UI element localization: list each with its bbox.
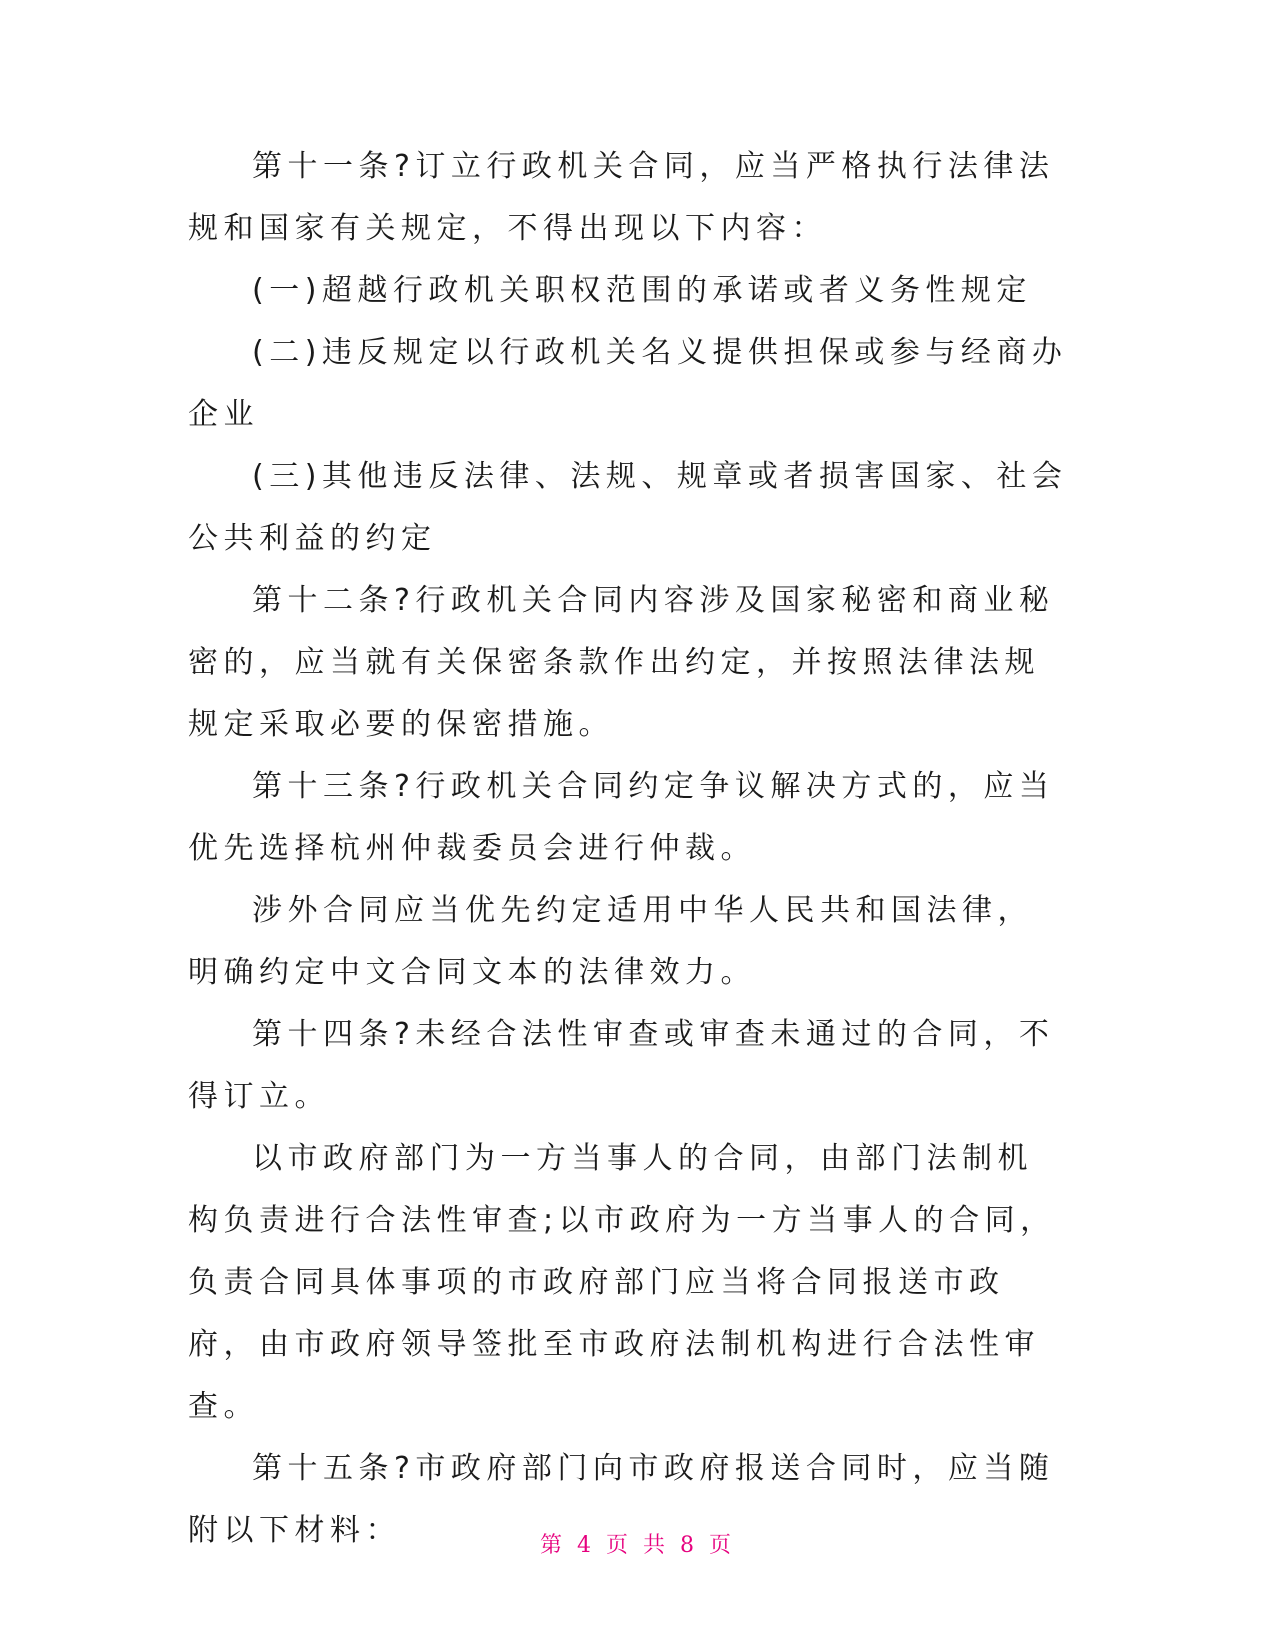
paragraph-article-13: 第十三条?行政机关合同约定争议解决方式的，应当优先选择杭州仲裁委员会进行仲裁。 (188, 769, 1055, 866)
paragraph-item-3: (三)其他违反法律、法规、规章或者损害国家、社会公共利益的约定 (188, 459, 1068, 556)
paragraph-article-14: 第十四条?未经合法性审查或审查未通过的合同，不得订立。 (188, 1017, 1055, 1114)
paragraph-article-11: 第十一条?订立行政机关合同，应当严格执行法律法规和国家有关规定，不得出现以下内容： (188, 149, 1055, 246)
page-number-footer (0, 1528, 1275, 1559)
paragraph-item-1: (一)超越行政机关职权范围的承诺或者义务性规定 (252, 273, 1032, 308)
paragraph-foreign-contract: 涉外合同应当优先约定适用中华人民共和国法律，明确约定中文合同文本的法律效力。 (188, 893, 1033, 990)
paragraph-review-responsibility: 以市政府部门为一方当事人的合同，由部门法制机构负责进行合法性审查;以市政府为一方当事人的合同，负责合同具体事项的市政府部门应当将合同报送市政府，由市政府领导签批至市政府法制机构进行合法性审查。 (188, 1141, 1056, 1424)
paragraph-item-2: (二)违反规定以行政机关名义提供担保或参与经商办企业 (188, 335, 1068, 432)
document-body (188, 136, 1068, 1562)
page-number-label: 第 4 页 共 8 页 (540, 1533, 735, 1558)
paragraph-article-15: 第十五条?市政府部门向市政府报送合同时，应当随附以下材料： (188, 1451, 1055, 1548)
paragraph-article-12: 第十二条?行政机关合同内容涉及国家秘密和商业秘密的，应当就有关保密条款作出约定，并按照法律法规规定采取必要的保密措施。 (188, 583, 1055, 742)
